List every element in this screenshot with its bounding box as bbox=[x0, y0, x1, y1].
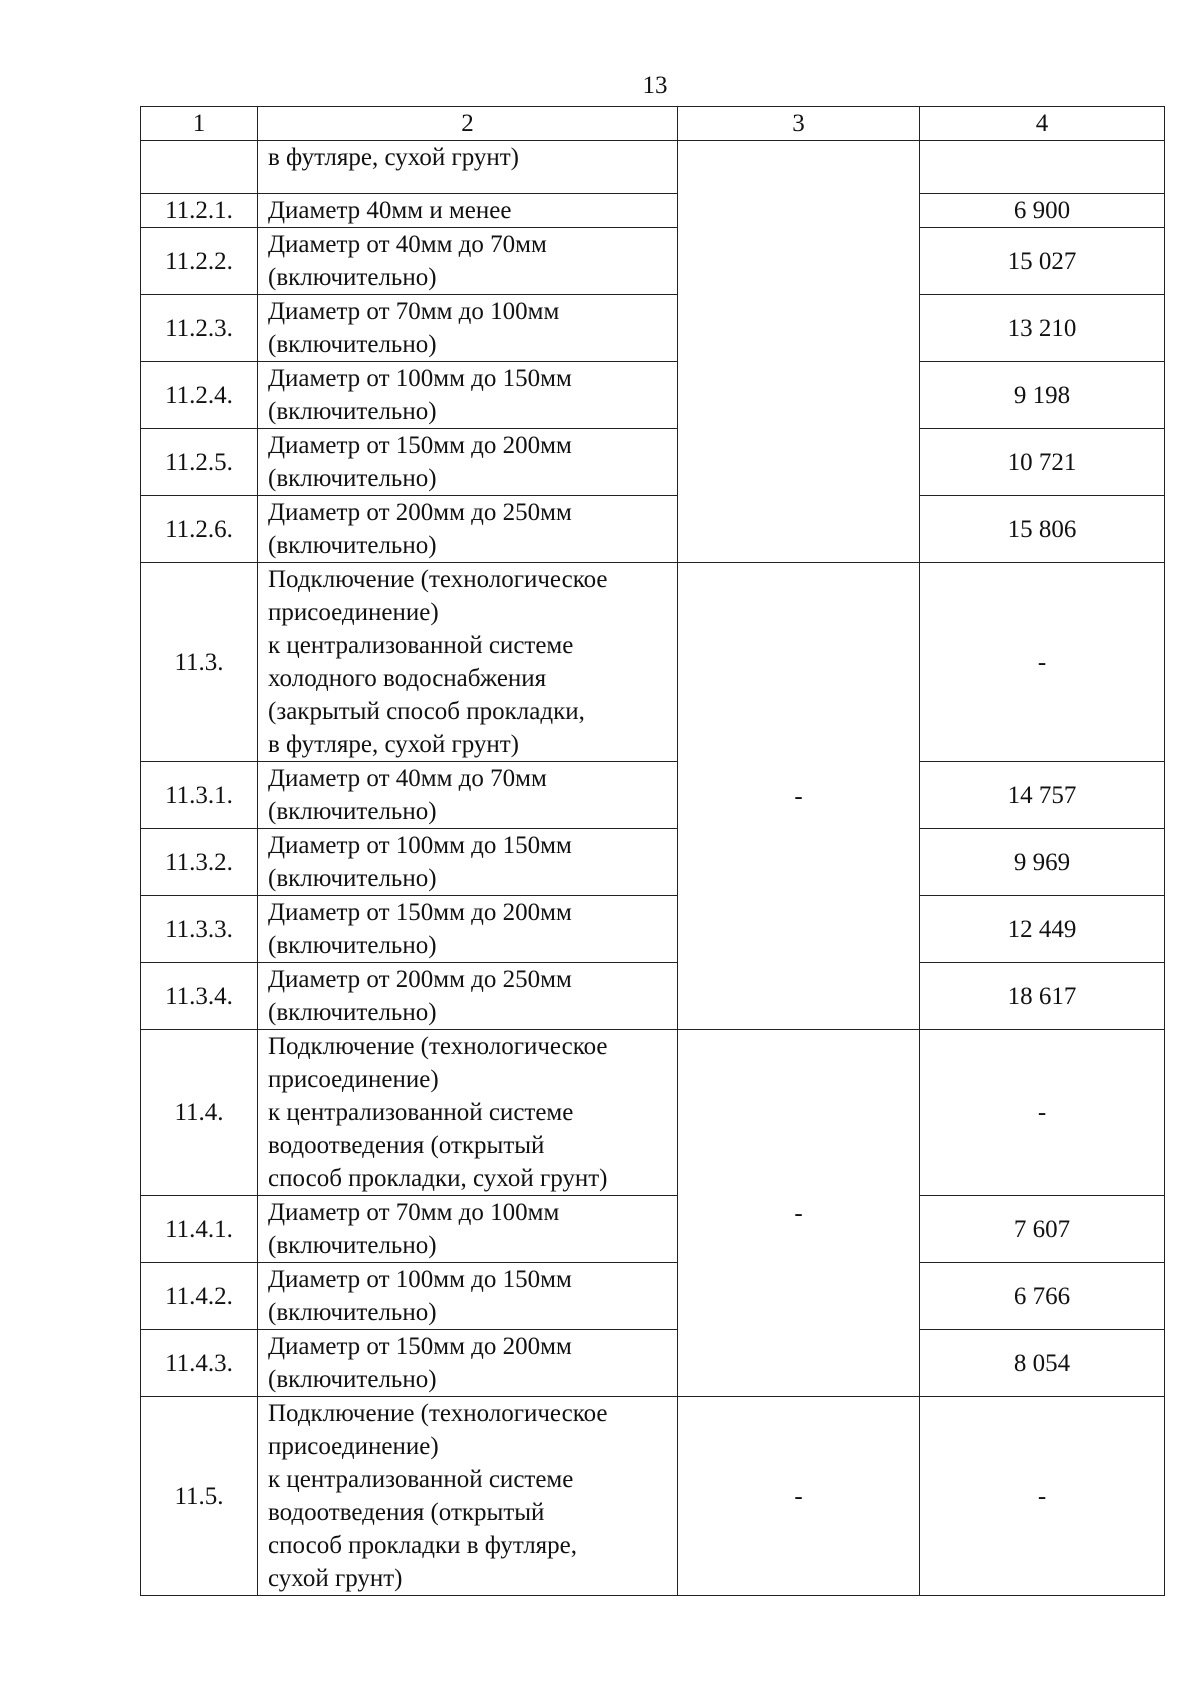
row-value: 12 449 bbox=[920, 896, 1165, 963]
table-row bbox=[141, 963, 1165, 1030]
row-number: 11.4. bbox=[141, 1030, 258, 1196]
row-number: 11.3.2. bbox=[141, 829, 258, 896]
row-description: Диаметр от 150мм до 200мм (включительно) bbox=[258, 429, 678, 496]
row-number: 11.2.3. bbox=[141, 295, 258, 362]
row-description: Диаметр 40мм и менее bbox=[258, 194, 678, 228]
row-number: 11.4.1. bbox=[141, 1196, 258, 1263]
row-number: 11.2.5. bbox=[141, 429, 258, 496]
table-row bbox=[141, 1397, 1165, 1596]
row-value: - bbox=[920, 1030, 1165, 1196]
row-value: 15 806 bbox=[920, 496, 1165, 563]
header-cell-3: 3 bbox=[678, 107, 920, 141]
table-row bbox=[141, 829, 1165, 896]
table-row bbox=[141, 362, 1165, 429]
row-description: Подключение (технологическое присоединение) к централизованной системе холодного водоснабжения (закрытый способ прокладки, в футляре, сухой грунт) bbox=[258, 563, 678, 762]
row-description: Диаметр от 150мм до 200мм (включительно) bbox=[258, 1330, 678, 1397]
row-value: 13 210 bbox=[920, 295, 1165, 362]
row-number: 11.3.1. bbox=[141, 762, 258, 829]
row-number: 11.4.2. bbox=[141, 1263, 258, 1330]
row-number: 11.2.4. bbox=[141, 362, 258, 429]
row-number: 11.3. bbox=[141, 563, 258, 762]
row-value: - bbox=[920, 1397, 1165, 1596]
row-description: Диаметр от 40мм до 70мм (включительно) bbox=[258, 228, 678, 295]
row-number bbox=[141, 141, 258, 194]
tariff-table bbox=[140, 106, 1165, 1596]
table-row bbox=[141, 563, 1165, 762]
row-description: Диаметр от 100мм до 150мм (включительно) bbox=[258, 829, 678, 896]
row-value: 6 900 bbox=[920, 194, 1165, 228]
row-description: Диаметр от 70мм до 100мм (включительно) bbox=[258, 1196, 678, 1263]
row-description: Диаметр от 150мм до 200мм (включительно) bbox=[258, 896, 678, 963]
row-value: 9 969 bbox=[920, 829, 1165, 896]
table-row bbox=[141, 295, 1165, 362]
header-cell-1: 1 bbox=[141, 107, 258, 141]
row-number: 11.2.2. bbox=[141, 228, 258, 295]
table-header-row bbox=[141, 107, 1165, 141]
row-description: Подключение (технологическое присоединение) к централизованной системе водоотведения (открытый способ прокладки в футляре, сухой грунт) bbox=[258, 1397, 678, 1596]
row-value: 8 054 bbox=[920, 1330, 1165, 1397]
table-row bbox=[141, 762, 1165, 829]
row-description: Диаметр от 200мм до 250мм (включительно) bbox=[258, 963, 678, 1030]
row-value bbox=[920, 141, 1165, 194]
table-row bbox=[141, 194, 1165, 228]
row-number: 11.2.1. bbox=[141, 194, 258, 228]
row-number: 11.2.6. bbox=[141, 496, 258, 563]
table-row bbox=[141, 429, 1165, 496]
header-cell-4: 4 bbox=[920, 107, 1165, 141]
row-number: 11.3.4. bbox=[141, 963, 258, 1030]
row-value: 10 721 bbox=[920, 429, 1165, 496]
page-number: 13 bbox=[642, 72, 668, 99]
row-number: 11.3.3. bbox=[141, 896, 258, 963]
row-value: 14 757 bbox=[920, 762, 1165, 829]
column-3-cell: - bbox=[678, 1397, 920, 1596]
column-3-cell: - bbox=[678, 563, 920, 1030]
table-row bbox=[141, 1263, 1165, 1330]
header-cell-2: 2 bbox=[258, 107, 678, 141]
table-row bbox=[141, 1030, 1165, 1196]
table-row bbox=[141, 1330, 1165, 1397]
row-value: 9 198 bbox=[920, 362, 1165, 429]
row-value: 15 027 bbox=[920, 228, 1165, 295]
row-description: Диаметр от 100мм до 150мм (включительно) bbox=[258, 362, 678, 429]
row-number: 11.4.3. bbox=[141, 1330, 258, 1397]
row-description: Диаметр от 40мм до 70мм (включительно) bbox=[258, 762, 678, 829]
row-value: 7 607 bbox=[920, 1196, 1165, 1263]
column-3-cell bbox=[678, 141, 920, 563]
column-3-cell: - bbox=[678, 1030, 920, 1397]
row-description: Диаметр от 200мм до 250мм (включительно) bbox=[258, 496, 678, 563]
table-row bbox=[141, 228, 1165, 295]
row-value: 18 617 bbox=[920, 963, 1165, 1030]
table-row bbox=[141, 496, 1165, 563]
table-row bbox=[141, 896, 1165, 963]
row-description: в футляре, сухой грунт) bbox=[258, 141, 678, 194]
row-number: 11.5. bbox=[141, 1397, 258, 1596]
row-value: - bbox=[920, 563, 1165, 762]
row-description: Подключение (технологическое присоединение) к централизованной системе водоотведения (открытый способ прокладки, сухой грунт) bbox=[258, 1030, 678, 1196]
table-row bbox=[141, 141, 1165, 194]
table-row bbox=[141, 1196, 1165, 1263]
row-value: 6 766 bbox=[920, 1263, 1165, 1330]
row-description: Диаметр от 70мм до 100мм (включительно) bbox=[258, 295, 678, 362]
row-description: Диаметр от 100мм до 150мм (включительно) bbox=[258, 1263, 678, 1330]
